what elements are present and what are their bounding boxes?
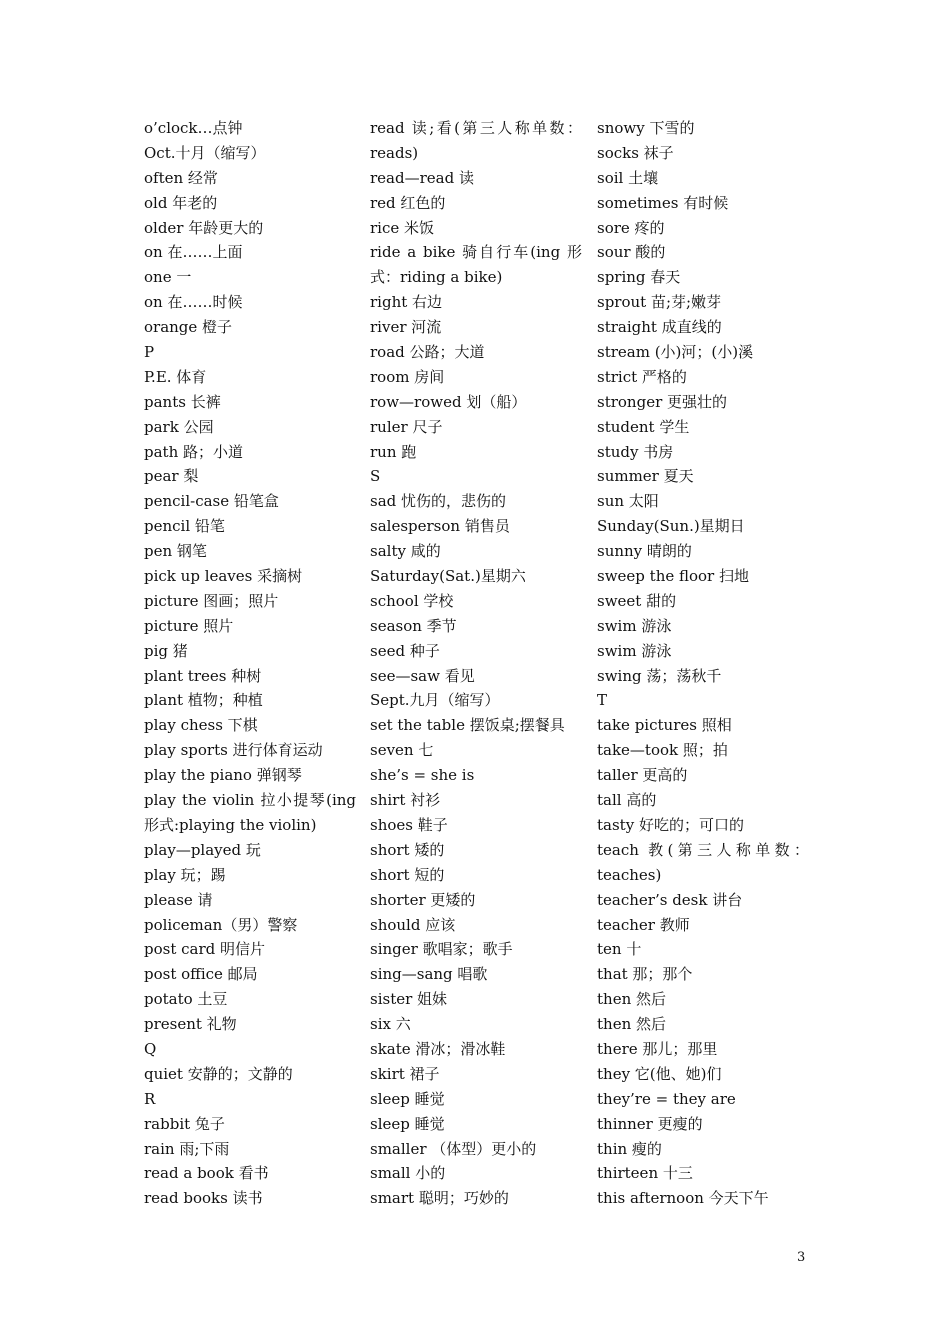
vocabulary-entry: right 右边 [370, 293, 443, 312]
vocabulary-entry: play the violin 拉小提琴(ing [144, 791, 356, 810]
vocabulary-entry: shoes 鞋子 [370, 815, 448, 834]
vocabulary-entry: red 红色的 [370, 193, 446, 212]
vocabulary-entry: post office 邮局 [144, 965, 258, 984]
vocabulary-entry: then 然后 [597, 1015, 666, 1034]
vocabulary-entry: read 读;看(第三人称单数： [370, 119, 582, 137]
vocabulary-entry: sister 姐妹 [370, 990, 448, 1009]
vocabulary-entry: teacher 教师 [597, 915, 690, 934]
vocabulary-entry: pig 猪 [144, 641, 188, 660]
vocabulary-entry: socks 袜子 [597, 143, 674, 162]
vocabulary-entry: shorter 更矮的 [370, 890, 476, 909]
vocabulary-entry: play—played 玩 [144, 840, 261, 859]
vocabulary-entry: season 季节 [370, 616, 457, 635]
vocabulary-entry: T [597, 691, 608, 710]
vocabulary-entry: singer 歌唱家；歌手 [370, 940, 513, 959]
vocabulary-entry: they’re = they are [597, 1089, 736, 1108]
vocabulary-entry: Saturday(Sat.)星期六 [370, 567, 526, 586]
vocabulary-entry: play 玩；踢 [144, 865, 226, 884]
vocabulary-entry: short 矮的 [370, 840, 445, 859]
vocabulary-entry: salty 咸的 [370, 542, 441, 561]
vocabulary-entry: road 公路；大道 [370, 343, 485, 362]
vocabulary-entry: school 学校 [370, 591, 454, 610]
vocabulary-entry: post card 明信片 [144, 940, 266, 959]
vocabulary-column-1 [144, 116, 356, 1211]
vocabulary-entry: straight 成直线的 [597, 318, 722, 337]
vocabulary-entry: picture 图画；照片 [144, 591, 279, 610]
vocabulary-entry: old 年老的 [144, 193, 218, 212]
vocabulary-column-2 [370, 116, 582, 1211]
vocabulary-entry: study 书房 [597, 442, 674, 461]
vocabulary-entry: summer 夏天 [597, 467, 694, 486]
vocabulary-entry: Sept.九月（缩写） [370, 691, 500, 710]
vocabulary-entry: please 请 [144, 890, 213, 909]
vocabulary-entry: this afternoon 今天下午 [597, 1189, 769, 1208]
vocabulary-entry: smart 聪明；巧妙的 [370, 1189, 509, 1208]
vocabulary-entry: P [144, 343, 155, 362]
vocabulary-entry: run 跑 [370, 442, 417, 461]
page-number: 3 [797, 1250, 806, 1265]
vocabulary-entry: pear 梨 [144, 467, 199, 486]
vocabulary-entry: that 那；那个 [597, 965, 693, 984]
vocabulary-entry: teacher’s desk 讲台 [597, 890, 743, 909]
vocabulary-entry: river 河流 [370, 318, 442, 337]
vocabulary-entry: sprout 苗;芽;嫩芽 [597, 293, 722, 312]
vocabulary-entry: teach 教(第三人称单数： [597, 840, 809, 859]
vocabulary-entry: rice 米饭 [370, 218, 435, 237]
vocabulary-entry: sleep 睡觉 [370, 1089, 445, 1108]
vocabulary-entry: shirt 衬衫 [370, 791, 441, 810]
vocabulary-entry: smaller （体型）更小的 [370, 1139, 537, 1158]
vocabulary-entry: P.E. 体育 [144, 367, 207, 386]
vocabulary-entry: seven 七 [370, 741, 434, 760]
vocabulary-entry: pick up leaves 采摘树 [144, 567, 303, 586]
vocabulary-column-3 [597, 116, 809, 1211]
vocabulary-entry: stronger 更强壮的 [597, 392, 728, 411]
vocabulary-entry: tasty 好吃的；可口的 [597, 815, 744, 834]
vocabulary-entry: older 年龄更大的 [144, 218, 264, 237]
vocabulary-entry: one 一 [144, 268, 192, 287]
vocabulary-entry: on 在……时候 [144, 293, 243, 312]
vocabulary-entry: set the table 摆饭桌;摆餐具 [370, 716, 565, 735]
vocabulary-entry: Sunday(Sun.)星期日 [597, 517, 745, 536]
vocabulary-entry: o’clock…点钟 [144, 119, 243, 137]
vocabulary-entry: play the piano 弹钢琴 [144, 766, 302, 785]
vocabulary-entry: sore 疼的 [597, 218, 665, 237]
vocabulary-entry: read a book 看书 [144, 1164, 269, 1183]
vocabulary-entry: soil 土壤 [597, 168, 659, 187]
vocabulary-entry: plant trees 种树 [144, 666, 262, 685]
vocabulary-entry: sweet 甜的 [597, 591, 677, 610]
vocabulary-entry: ride a bike 骑自行车(ing 形 [370, 243, 582, 262]
vocabulary-entry: ruler 尺子 [370, 417, 443, 436]
vocabulary-entry: play sports 进行体育运动 [144, 741, 323, 760]
vocabulary-entry: strict 严格的 [597, 367, 687, 386]
vocabulary-entry: salesperson 销售员 [370, 517, 510, 536]
vocabulary-entry: room 房间 [370, 367, 445, 386]
vocabulary-entry: path 路；小道 [144, 442, 244, 461]
vocabulary-entry: on 在……上面 [144, 243, 243, 262]
vocabulary-entry: often 经常 [144, 168, 218, 187]
vocabulary-entry: skirt 裙子 [370, 1064, 440, 1083]
vocabulary-entry: read—read 读 [370, 168, 474, 187]
vocabulary-entry: thinner 更瘦的 [597, 1114, 703, 1133]
vocabulary-entry: then 然后 [597, 990, 666, 1009]
vocabulary-entry: pencil 铅笔 [144, 517, 225, 536]
vocabulary-entry: read books 读书 [144, 1189, 263, 1208]
vocabulary-entry: park 公园 [144, 417, 214, 436]
vocabulary-entry: should 应该 [370, 915, 456, 934]
vocabulary-entry: Oct.十月（缩写） [144, 143, 266, 162]
vocabulary-entry: swim 游泳 [597, 641, 672, 660]
vocabulary-entry: sad 忧伤的，悲伤的 [370, 492, 507, 511]
vocabulary-entry: orange 橙子 [144, 318, 233, 337]
vocabulary-entry: skate 滑冰；滑冰鞋 [370, 1039, 506, 1058]
vocabulary-entry: tall 高的 [597, 791, 657, 810]
vocabulary-entry: sunny 晴朗的 [597, 542, 692, 561]
vocabulary-entry: short 短的 [370, 865, 445, 884]
vocabulary-entry: pencil-case 铅笔盒 [144, 492, 279, 511]
vocabulary-entry: 式：riding a bike) [370, 268, 503, 287]
vocabulary-entry: student 学生 [597, 417, 690, 436]
vocabulary-entry: six 六 [370, 1015, 411, 1034]
vocabulary-entry: there 那儿；那里 [597, 1039, 718, 1058]
vocabulary-entry: take pictures 照相 [597, 716, 732, 735]
vocabulary-entry: sour 酸的 [597, 243, 666, 262]
vocabulary-entry: see—saw 看见 [370, 666, 475, 685]
vocabulary-entry: swim 游泳 [597, 616, 672, 635]
vocabulary-entry: spring 春天 [597, 268, 681, 287]
vocabulary-entry: thirteen 十三 [597, 1164, 693, 1183]
vocabulary-entry: ten 十 [597, 940, 642, 959]
vocabulary-entry: policeman（男）警察 [144, 915, 298, 934]
vocabulary-entry: pen 钢笔 [144, 542, 207, 561]
vocabulary-entry: sing—sang 唱歌 [370, 965, 488, 984]
vocabulary-entry: reads) [370, 143, 419, 162]
vocabulary-entry: S [370, 467, 381, 486]
vocabulary-entry: teaches) [597, 865, 662, 884]
vocabulary-entry: R [144, 1089, 156, 1108]
vocabulary-entry: small 小的 [370, 1164, 446, 1183]
vocabulary-entry: they 它(他、她)们 [597, 1064, 722, 1083]
vocabulary-entry: thin 瘦的 [597, 1139, 662, 1158]
vocabulary-entry: stream (小)河；(小)溪 [597, 343, 754, 362]
vocabulary-entry: take—took 照；拍 [597, 741, 728, 760]
vocabulary-entry: potato 土豆 [144, 990, 228, 1009]
vocabulary-entry: plant 植物；种植 [144, 691, 263, 710]
vocabulary-entry: seed 种子 [370, 641, 440, 660]
vocabulary-entry: Q [144, 1039, 157, 1058]
vocabulary-entry: quiet 安静的；文静的 [144, 1064, 293, 1083]
vocabulary-entry: snowy 下雪的 [597, 119, 695, 137]
vocabulary-entry: 形式:playing the violin) [144, 815, 317, 834]
vocabulary-entry: pants 长裤 [144, 392, 221, 411]
vocabulary-entry: picture 照片 [144, 616, 234, 635]
vocabulary-entry: swing 荡；荡秋千 [597, 666, 722, 685]
vocabulary-entry: taller 更高的 [597, 766, 688, 785]
vocabulary-entry: sometimes 有时候 [597, 193, 729, 212]
vocabulary-entry: play chess 下棋 [144, 716, 258, 735]
vocabulary-entry: sun 太阳 [597, 492, 659, 511]
vocabulary-entry: she’s = she is [370, 766, 475, 785]
vocabulary-entry: sweep the floor 扫地 [597, 567, 749, 586]
vocabulary-entry: sleep 睡觉 [370, 1114, 445, 1133]
vocabulary-entry: rain 雨;下雨 [144, 1139, 230, 1158]
vocabulary-entry: present 礼物 [144, 1015, 237, 1034]
vocabulary-entry: rabbit 兔子 [144, 1114, 225, 1133]
vocabulary-entry: row—rowed 划（船） [370, 392, 527, 411]
